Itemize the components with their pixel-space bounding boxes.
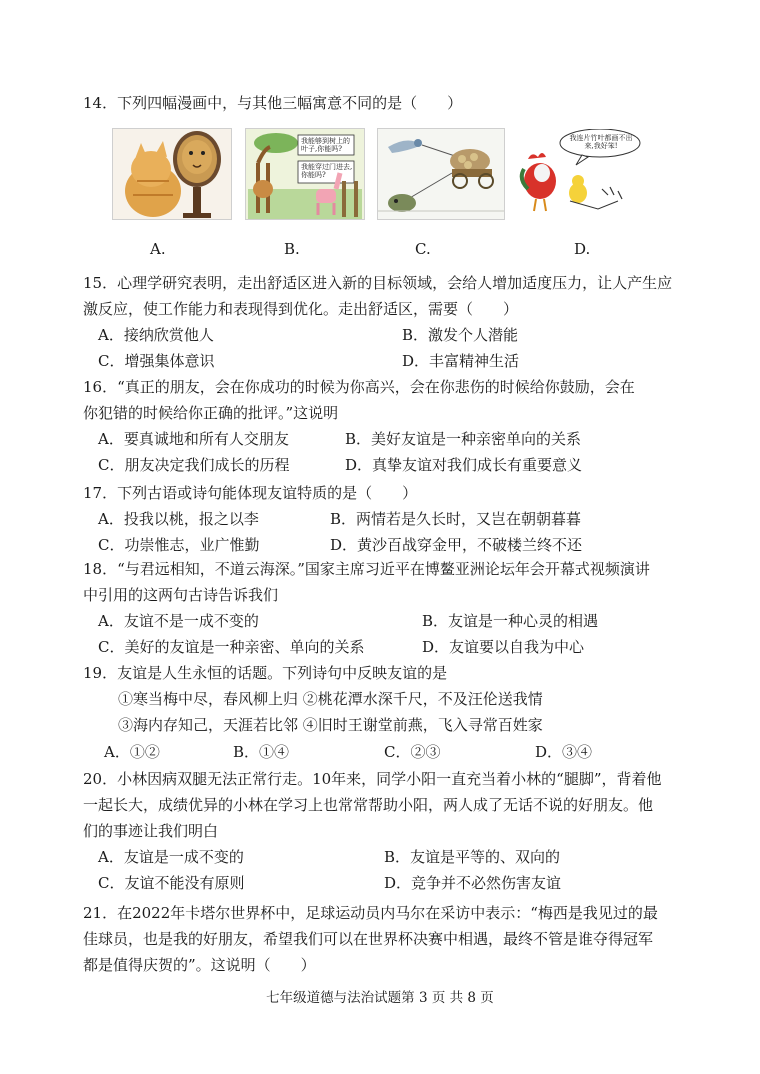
q19-poems-line-1: ①寒当梅中尽，春风柳上归 ②桃花潭水深千尺，不及汪伦送我情: [118, 690, 543, 708]
q15-option-b: B．激发个人潜能: [402, 326, 519, 344]
page-footer: 七年级道德与法治试题第 3 页 共 8 页: [266, 990, 494, 1006]
question-16-stem: 16．“真正的朋友，会在你成功的时候为你高兴，会在你悲伤的时候给你鼓励，会在: [83, 378, 635, 396]
q19-option-b: B．①④: [233, 743, 290, 761]
question-21-stem: 21．在2022年卡塔尔世界杯中，足球运动员内马尔在采访中表示：“梅西是我见过的最: [83, 904, 658, 922]
question-18-stem: 18．“与君远相知，不道云海深。”国家主席习近平在博鳌亚洲论坛年会开幕式视频演讲: [83, 560, 650, 578]
rooster-chick-cartoon: [517, 128, 645, 220]
q20-option-a: A．友谊是一成不变的: [98, 848, 244, 866]
q20-option-c: C．友谊不能没有原则: [98, 874, 245, 892]
q16-option-d: D．真挚友谊对我们成长有重要意义: [345, 456, 583, 474]
q14-label-b: B.: [284, 240, 300, 258]
bird-cart-cartoon: [377, 128, 505, 220]
question-19-stem: 19．友谊是人生永恒的话题。下列诗句中反映友谊的是: [83, 664, 448, 682]
q14-label-a: A.: [150, 240, 166, 258]
question-20-stem-cont-1: 一起长大，成绩优异的小林在学习上也常常帮助小阳，两人成了无话不说的好朋友。他: [83, 796, 654, 814]
q17-option-c: C．功崇惟志，业广惟勤: [98, 536, 260, 554]
q19-option-a: A．①②: [104, 743, 160, 761]
q16-option-c: C．朋友决定我们成长的历程: [98, 456, 290, 474]
q15-option-d: D．丰富精神生活: [402, 352, 520, 370]
question-20-stem: 20．小林因病双腿无法正常行走。10年来，同学小阳一直充当着小林的“腿脚”，背着他: [83, 770, 662, 788]
question-18-stem-cont: 中引用的这两句古诗告诉我们: [83, 586, 279, 604]
q19-poems-line-2: ③海内存知己，天涯若比邻 ④旧时王谢堂前燕，飞入寻常百姓家: [118, 716, 543, 734]
question-21-stem-cont-2: 都是值得庆贺的”。这说明（ ）: [83, 956, 316, 974]
question-17-stem: 17．下列古语或诗句能体现友谊特质的是（ ）: [83, 484, 418, 502]
cat-lion-mirror-icon: [113, 129, 231, 219]
question-21-stem-cont-1: 佳球员，也是我的好朋友，希望我们可以在世界杯决赛中相遇，最终不管是谁夺得冠军: [83, 930, 654, 948]
q18-option-c: C．美好的友谊是一种亲密、单向的关系: [98, 638, 365, 656]
q16-option-b: B．美好友谊是一种亲密单向的关系: [345, 430, 582, 448]
alpaca-speech-caption: 我能穿过门进去,你能吗?: [301, 163, 353, 179]
question-20-stem-cont-2: 们的事迹让我们明白: [83, 822, 219, 840]
bird-cart-icon: [378, 129, 504, 219]
q18-option-b: B．友谊是一种心灵的相遇: [422, 612, 599, 630]
giraffe-alpaca-cartoon: [245, 128, 365, 220]
giraffe-speech-caption: 我能够到树上的叶子,你能吗?: [301, 137, 350, 153]
q15-option-a: A．接纳欣赏他人: [98, 326, 214, 344]
question-16-stem-cont: 你犯错的时候给你正确的批评。”这说明: [83, 404, 339, 422]
q20-option-d: D．竞争并不必然伤害友谊: [384, 874, 562, 892]
q14-label-d: D.: [574, 240, 591, 258]
q17-option-a: A．投我以桃，报之以李: [98, 510, 259, 528]
q17-option-b: B．两情若是久长时，又岂在朝朝暮暮: [330, 510, 582, 528]
question-15-stem: 15．心理学研究表明，走出舒适区进入新的目标领域，会给人增加适度压力，让人产生应: [83, 274, 673, 292]
question-15-stem-cont: 激反应，使工作能力和表现得到优化。走出舒适区，需要（ ）: [83, 300, 519, 318]
cat-lion-mirror-cartoon: [112, 128, 232, 220]
q19-option-d: D．③④: [535, 743, 593, 761]
q15-option-c: C．增强集体意识: [98, 352, 215, 370]
q16-option-a: A．要真诚地和所有人交朋友: [98, 430, 289, 448]
question-14-stem: 14．下列四幅漫画中，与其他三幅寓意不同的是（ ）: [83, 94, 463, 112]
q18-option-a: A．友谊不是一成不变的: [98, 612, 259, 630]
q18-option-d: D．友谊要以自我为中心: [422, 638, 585, 656]
rooster-speech-bubble: 我连片竹叶都画不出来,我好笨!: [569, 134, 633, 150]
q19-option-c: C．②③: [384, 743, 441, 761]
q20-option-b: B．友谊是平等的、双向的: [384, 848, 561, 866]
q17-option-d: D．黄沙百战穿金甲，不破楼兰终不还: [330, 536, 583, 554]
q14-label-c: C.: [415, 240, 431, 258]
